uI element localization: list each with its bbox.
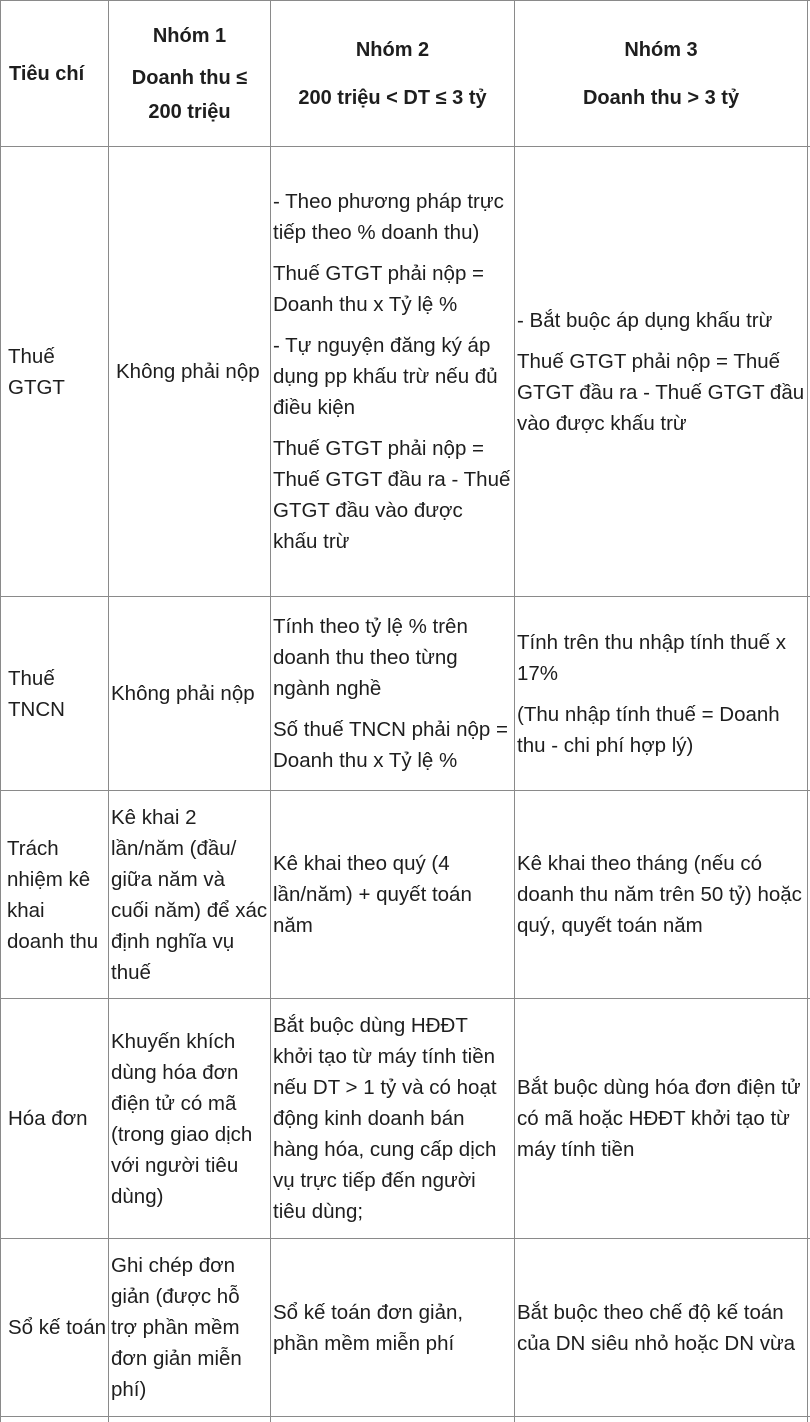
row-vat-group-1	[109, 147, 270, 596]
header-criteria	[1, 1, 108, 146]
group-3-paragraph: Kê khai theo tháng (nếu có doanh thu năm trên 50 tỷ) hoặc quý, quyết toán năm	[517, 852, 802, 937]
header-group-1	[109, 1, 270, 146]
group-1-text: Ghi chép đơn giản (được hỗ trợ phần mềm đơn giản miễn phí)	[111, 1254, 242, 1401]
group-3-paragraph: Bắt buộc dùng hóa đơn điện tử có mã hoặc HĐĐT khởi tạo từ máy tính tiền	[517, 1076, 801, 1161]
header-group-3-title: Nhóm 3	[624, 38, 698, 61]
table-border-right	[807, 0, 808, 1422]
group-1-text: Khuyến khích dùng hóa đơn điện tử có mã (trong giao dịch với người tiêu dùng)	[111, 1029, 253, 1208]
header-group-2-range: 200 triệu < DT ≤ 3 tỷ	[298, 86, 487, 109]
row-invoice-group-2	[271, 999, 514, 1238]
group-2-paragraph: Kê khai theo quý (4 lần/năm) + quyết toán năm	[273, 852, 472, 937]
group-2-paragraph: Thuế GTGT phải nộp = Thuế GTGT đầu ra - Thuế GTGT đầu vào được khấu trừ	[273, 437, 511, 553]
row-declaration-group-2	[271, 791, 514, 998]
group-3-paragraph: Thuế GTGT phải nộp = Thuế GTGT đầu ra - Thuế GTGT đầu vào được khấu trừ	[517, 349, 805, 435]
header-group-1-title: Nhóm 1	[152, 24, 227, 47]
row-declaration-group-3	[515, 791, 807, 998]
row-declaration-criteria	[1, 791, 108, 998]
row-accounting-group-3	[515, 1239, 807, 1416]
row-invoice-group-3	[515, 999, 807, 1238]
row-accounting-group-1	[109, 1239, 270, 1416]
group-2-paragraph: - Tự nguyện đăng ký áp dụng pp khấu trừ nếu đủ điều kiện	[273, 334, 498, 419]
group-2-paragraph: - Theo phương pháp trực tiếp theo % doanh thu)	[273, 190, 504, 244]
group-3-paragraph: Tính trên thu nhập tính thuế x 17%	[517, 630, 786, 685]
row-accounting-group-2	[271, 1239, 514, 1416]
group-2-paragraph: Tính theo tỷ lệ % trên doanh thu theo từng ngành nghề	[273, 615, 468, 700]
row-pit-group-2	[271, 597, 514, 790]
header-group-1-range-line2: 200 triệu	[148, 100, 231, 123]
group-2-paragraph: Sổ kế toán đơn giản, phần mềm miễn phí	[273, 1300, 464, 1355]
group-1-text: Không phải nộp	[111, 682, 255, 705]
row-divider	[0, 1416, 810, 1417]
group-2-paragraph: Số thuế TNCN phải nộp = Doanh thu x Tỷ lệ %	[273, 718, 508, 772]
row-vat-group-3	[515, 147, 807, 596]
row-invoice-criteria	[1, 999, 108, 1238]
header-group-2	[271, 1, 514, 146]
row-pit-group-1	[109, 597, 270, 790]
row-declaration-group-1	[109, 791, 270, 998]
header-group-3-range: Doanh thu > 3 tỷ	[582, 86, 740, 109]
header-group-2-title: Nhóm 2	[355, 38, 430, 61]
row-invoice-group-1	[109, 999, 270, 1238]
group-1-text: Không phải nộp	[116, 360, 260, 383]
group-3-paragraph: (Thu nhập tính thuế = Doanh thu - chi phí hợp lý)	[517, 702, 780, 757]
row-pit-criteria	[1, 597, 108, 790]
row-accounting-criteria	[1, 1239, 108, 1416]
criteria-text: Hóa đơn	[8, 1107, 88, 1130]
header-criteria-label: Tiêu chí	[9, 62, 85, 85]
header-group-1-range-line1: Doanh thu ≤	[131, 66, 248, 89]
row-vat-group-2	[271, 147, 514, 596]
row-vat-criteria	[1, 147, 108, 596]
group-1-text: Kê khai 2 lần/năm (đầu/ giữa năm và cuối năm) để xác định nghĩa vụ thuế	[111, 805, 268, 984]
group-3-paragraph: - Bắt buộc áp dụng khấu trừ	[517, 308, 773, 332]
header-group-3	[515, 1, 807, 146]
row-pit-group-3	[515, 597, 807, 790]
criteria-text: Trách nhiệm kê khai doanh thu	[7, 836, 99, 953]
group-2-paragraph: Bắt buộc dùng HĐĐT khởi tạo từ máy tính tiền nếu DT > 1 tỷ và có hoạt động kinh doanh bán hàng hóa, cung cấp dịch vụ trực tiếp đến người tiêu dùng;	[273, 1014, 497, 1223]
criteria-text: Sổ kế toán	[8, 1316, 107, 1339]
group-3-paragraph: Bắt buộc theo chế độ kế toán của DN siêu nhỏ hoặc DN vừa	[517, 1300, 796, 1355]
criteria-text: Thuế TNCN	[8, 666, 65, 721]
group-2-paragraph: Thuế GTGT phải nộp = Doanh thu x Tỷ lệ %	[273, 262, 485, 316]
criteria-text: Thuế GTGT	[8, 344, 65, 399]
